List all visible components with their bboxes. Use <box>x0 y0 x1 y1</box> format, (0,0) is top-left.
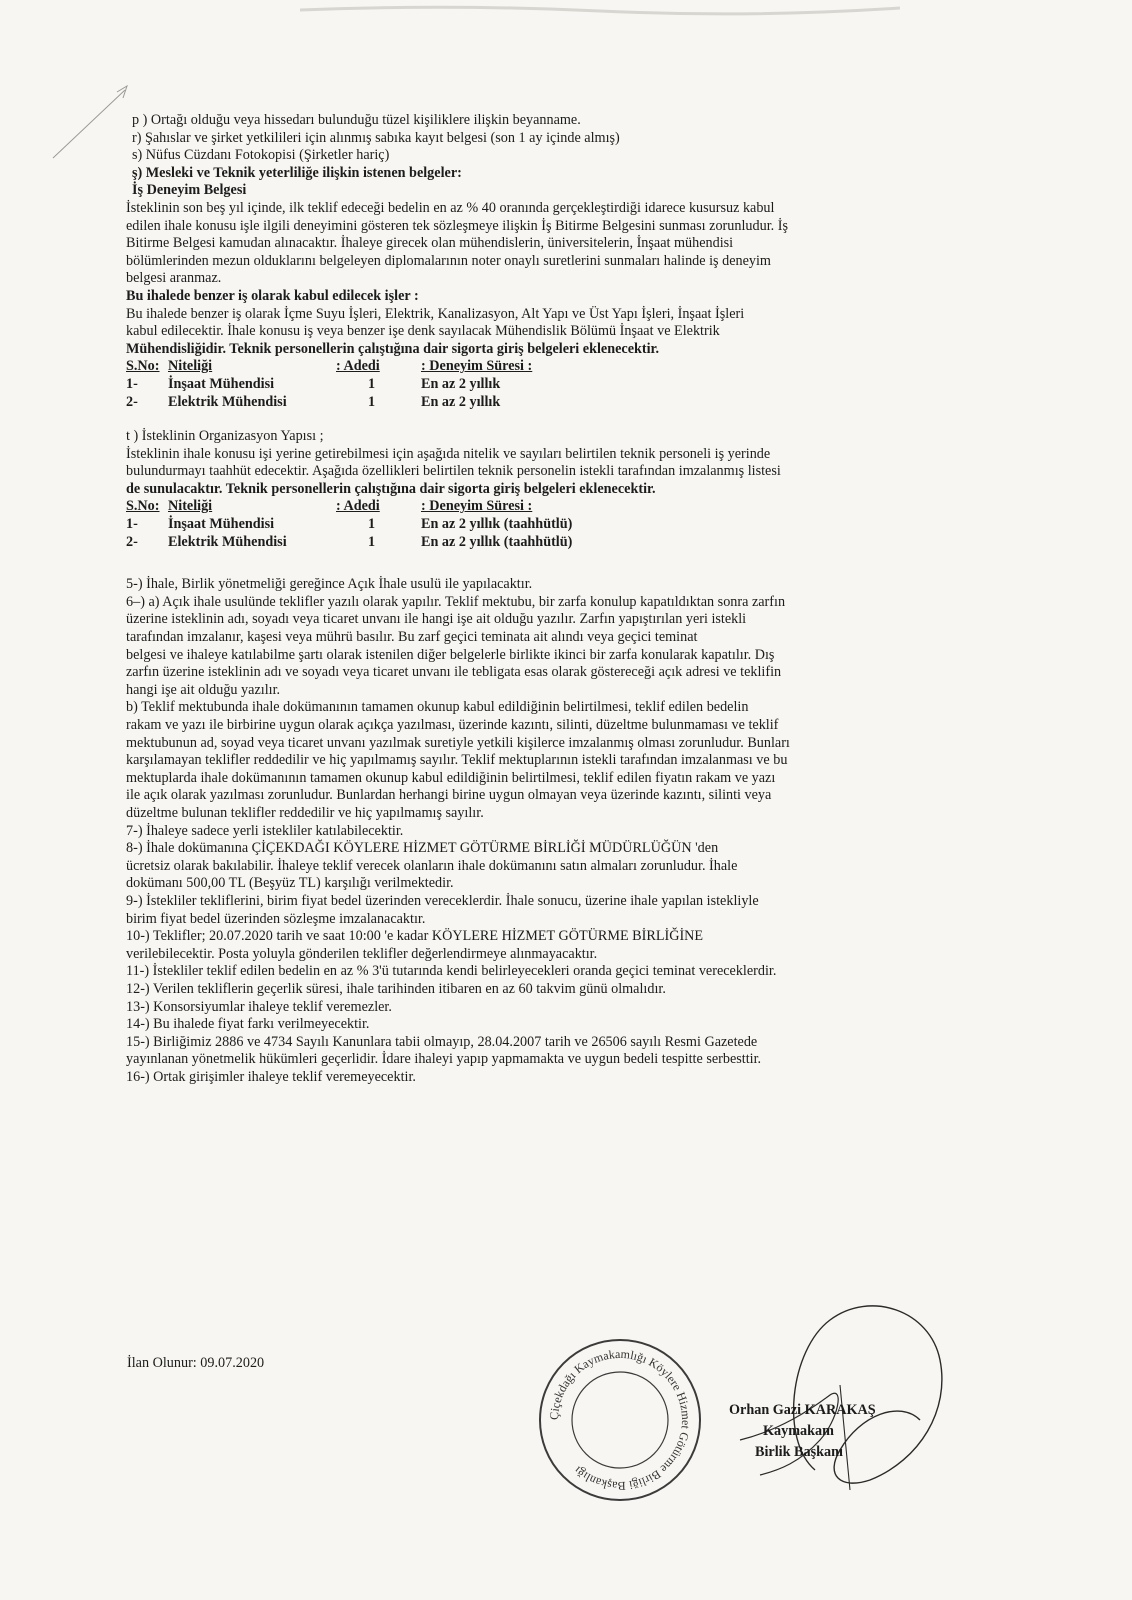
benzer-line: Mühendisliğidir. Teknik personellerin çalıştığına dair sigorta giriş belgeleri eklenecektir. <box>126 340 660 357</box>
mesleki-heading: ş) Mesleki ve Teknik yeterliliğe ilişkin istenen belgeler: <box>132 164 462 181</box>
personnel-table-1 <box>126 358 1038 411</box>
item-8-cont: dokümanı 500,00 TL (Beşyüz TL) karşılığı verilmektedir. <box>126 875 454 892</box>
org-line: İsteklinin ihale konusu işi yerine getirebilmesi için aşağıda nitelik ve sayıları belirtilen teknik personeli iş yerinde <box>126 445 771 462</box>
item-6b: b) Teklif mektubunda ihale dokümanının tamamen okunup kabul edildiğinin belirtilmesi, teklif edilen bedelin <box>126 699 749 716</box>
is-deneyim-line: Bitirme Belgesi kamudan alınacaktır. İhaleye girecek olan mühendislerin, üniversitelerin, İnşaat mühendisi <box>126 235 734 252</box>
benzer-heading: Bu ihalede benzer iş olarak kabul edilecek işler : <box>126 287 419 304</box>
is-deneyim-line: belgesi aranmaz. <box>126 270 222 287</box>
item-6a-cont: zarfın üzerine isteklinin adı ve soyadı veya ticaret unvanı ile tebligata esas olarak göstereceği açık adresi ve teklifin <box>126 664 782 681</box>
scan-smudge <box>300 0 900 22</box>
col-nitelik: Niteliği <box>168 358 213 375</box>
item-16: 16-) Ortak girişimler ihaleye teklif veremeyecektir. <box>126 1068 416 1085</box>
item-6a-cont: hangi işe ait olduğu yazılır. <box>126 681 281 698</box>
is-deneyim-line: bölümlerinden mezun olduklarını belgeleyen diplomalarının noter onaylı suretlerini sunmaları halinde iş deneyim <box>126 252 771 269</box>
item-6b-cont: mektubunun ad, soyad veya ticaret unvanı yazılmak suretiyle yetkili kişilerce imzalanmış olması zorunludur. Bunları <box>126 734 790 751</box>
cell-sno: 2- <box>126 393 138 410</box>
cell-sno: 1- <box>126 375 138 392</box>
cell-nitelik: İnşaat Mühendisi <box>168 516 275 533</box>
col-sno: S.No: <box>126 358 160 375</box>
item-9-cont: birim fiyat bedel üzerinden sözleşme imzalanacaktır. <box>126 910 426 927</box>
item-10-cont: verilebilecektir. Posta yoluyla gönderilen teklifler değerlendirmeye alınmayacaktır. <box>126 945 598 962</box>
item-12: 12-) Verilen tekliflerin geçerlik süresi, ihale tarihinden itibaren en az 60 takvim günü olmalıdır. <box>126 980 666 997</box>
table-row <box>126 534 1038 552</box>
org-line: de sunulacaktır. Teknik personellerin çalıştığına dair sigorta giriş belgeleri eklenecektir. <box>126 480 656 497</box>
item-6b-cont: ile açık olarak yazılması zorunludur. Bunlardan herhangi birine uygun olmayan veya üzerinde kazıntı, silinti veya <box>126 787 772 804</box>
benzer-line: kabul edilecektir. İhale konusu iş veya benzer işe denk sayılacak Mühendislik Bölümü İnşaat ve Elektrik <box>126 323 720 340</box>
cell-adet: 1 <box>368 375 376 392</box>
item-13: 13-) Konsorsiyumlar ihaleye teklif veremezler. <box>126 998 392 1015</box>
table-row <box>126 516 1038 534</box>
item-11: 11-) İstekliler teklif edilen bedelin en az % 3'ü tutarında kendi belirleyecekleri oranda geçici teminat vereceklerdir. <box>126 963 777 980</box>
item-6b-cont: mektuplarda ihale dokümanının tamamen okunup kabul edildiğinin belirtilmesi, teklif edilen fiyatın rakam ve yazı <box>126 769 776 786</box>
cell-adet: 1 <box>368 533 376 550</box>
is-deneyim-line: edilen ihale konusu işle ilgili deneyimini gösteren tek sözleşmeye ilişkin İş Bitirme Belgesini sunması zorunludur. İş <box>126 217 788 234</box>
table-row <box>126 376 1038 394</box>
svg-text:Çiçekdağı Kaymakamlığı Köylere <box>547 1347 693 1493</box>
org-heading: t ) İsteklinin Organizasyon Yapısı ; <box>126 428 324 445</box>
table-header <box>126 358 1038 376</box>
col-adet: : Adedi <box>336 498 380 515</box>
cell-deneyim: En az 2 yıllık <box>421 393 501 410</box>
is-deneyim-heading: İş Deneyim Belgesi <box>132 182 247 199</box>
cell-deneyim: En az 2 yıllık <box>421 375 501 392</box>
cell-deneyim: En az 2 yıllık (taahhütlü) <box>421 533 573 550</box>
col-deneyim: : Deneyim Süresi : <box>421 358 533 375</box>
item-6b-cont: düzeltme bulunan teklifler reddedilir ve hiç yapılmamış sayılır. <box>126 804 484 821</box>
officer-title: Kaymakam <box>763 1423 834 1439</box>
item-8: 8-) İhale dokümanına ÇİÇEKDAĞI KÖYLERE HİZMET GÖTÜRME BİRLİĞİ MÜDÜRLÜĞÜN 'den <box>126 840 719 857</box>
cell-adet: 1 <box>368 393 376 410</box>
col-deneyim: : Deneyim Süresi : <box>421 498 533 515</box>
item-9: 9-) İstekliler tekliflerini, birim fiyat bedel üzerinden vereceklerdir. İhale sonucu, üzerine ihale yapılan istekliyle <box>126 892 759 909</box>
item-15: 15-) Birliğimiz 2886 ve 4734 Sayılı Kanunlara tabii olmayıp, 28.04.2007 tarih ve 26506 sayılı Resmi Gazetede <box>126 1033 758 1050</box>
cell-nitelik: Elektrik Mühendisi <box>168 393 287 410</box>
table-header <box>126 498 1038 516</box>
personnel-table-2 <box>126 498 1038 551</box>
item-6a-cont: üzerine isteklinin adı, soyadı veya ticaret unvanı ile hangi işe ait olduğu yazılır. Zarfın yapıştırılan yeri istekli <box>126 611 747 628</box>
document-body <box>126 112 1038 1086</box>
col-sno: S.No: <box>126 498 160 515</box>
cell-sno: 1- <box>126 516 138 533</box>
col-adet: : Adedi <box>336 358 380 375</box>
signatory-block <box>729 1400 876 1463</box>
item-5: 5-) İhale, Birlik yönetmeliği gereğince Açık İhale usulü ile yapılacaktır. <box>126 576 533 593</box>
item-14: 14-) Bu ihalede fiyat farkı verilmeyecektir. <box>126 1016 370 1033</box>
item-6a: 6–) a) Açık ihale usulünde teklifler yazılı olarak yapılır. Teklif mektubu, bir zarfa konulup kapatıldıktan sonra zarfın <box>126 593 786 610</box>
cell-sno: 2- <box>126 533 138 550</box>
item-6b-cont: rakam ve yazı ile birbirine uygun olarak açıkça yazılması, üzerinde kazıntı, silinti, düzeltme bulunmaması ve teklif <box>126 717 779 733</box>
item-10: 10-) Teklifler; 20.07.2020 tarih ve saat 10:00 'e kadar KÖYLERE HİZMET GÖTÜRME BİRLİĞİNE <box>126 928 704 945</box>
item-s: s) Nüfus Cüzdanı Fotokopisi (Şirketler hariç) <box>132 147 390 164</box>
officer-role: Birlik Başkanı <box>755 1444 843 1460</box>
table-row <box>126 394 1038 412</box>
ilan-date: İlan Olunur: 09.07.2020 <box>127 1355 265 1371</box>
item-r: r) Şahıslar ve şirket yetkilileri için alınmış sabıka kayıt belgesi (son 1 ay içinde almış) <box>132 129 620 146</box>
item-p: p ) Ortağı olduğu veya hissedarı bulunduğu tüzel kişiliklere ilişkin beyanname. <box>132 112 581 128</box>
official-seal <box>535 1335 705 1505</box>
cell-nitelik: İnşaat Mühendisi <box>168 375 275 392</box>
handwritten-signature <box>720 1290 980 1500</box>
cell-adet: 1 <box>368 516 376 533</box>
officer-name: Orhan Gazi KARAKAŞ <box>729 1402 876 1418</box>
item-7: 7-) İhaleye sadece yerli istekliler katılabilecektir. <box>126 822 404 839</box>
cell-deneyim: En az 2 yıllık (taahhütlü) <box>421 516 573 533</box>
seal-text: Çiçekdağı Kaymakamlığı Köylere Hizmet Götürme Birliği Başkanlığı <box>546 1346 694 1494</box>
item-15-cont: yayınlanan yönetmelik hükümleri geçerlidir. İdare ihaleyi yapıp yapmamakta ve uygun bedeli tespitte serbesttir. <box>126 1051 762 1068</box>
item-6b-cont: karşılamayan teklifler reddedilir ve hiç yapılmamış sayılır. Teklif mektuplarının istekli tarafından imzalanması ve bu <box>126 752 788 769</box>
item-8-cont: ücretsiz olarak bakılabilir. İhaleye teklif verecek olanların ihale dokümanını satın almaları zorunludur. İhale <box>126 857 738 874</box>
col-nitelik: Niteliği <box>168 498 213 515</box>
org-line: bulundurmayı taahhüt edecektir. Aşağıda özellikleri belirtilen teknik personelin istekli tarafından imzalanmış listesi <box>126 463 781 480</box>
benzer-line: Bu ihalede benzer iş olarak İçme Suyu İşleri, Elektrik, Kanalizasyon, Alt Yapı ve Üst Yapı İşleri, İnşaat İşleri <box>126 305 745 322</box>
item-6a-cont: belgesi ve ihaleye katılabilme şartı olarak istenilen diğer belgelerle birlikte ikinci bir zarfa konularak kapatılır. Dış <box>126 646 775 663</box>
item-6a-cont: tarafından imzalanır, kaşesi veya mührü basılır. Bu zarf geçici teminata ait alındı veya geçici teminat <box>126 629 698 646</box>
is-deneyim-line: İsteklinin son beş yıl içinde, ilk teklif edeceği bedelin en az % 40 oranında gerçekleştirdiği idarece kusursuz kabul <box>126 199 775 216</box>
cell-nitelik: Elektrik Mühendisi <box>168 533 287 550</box>
